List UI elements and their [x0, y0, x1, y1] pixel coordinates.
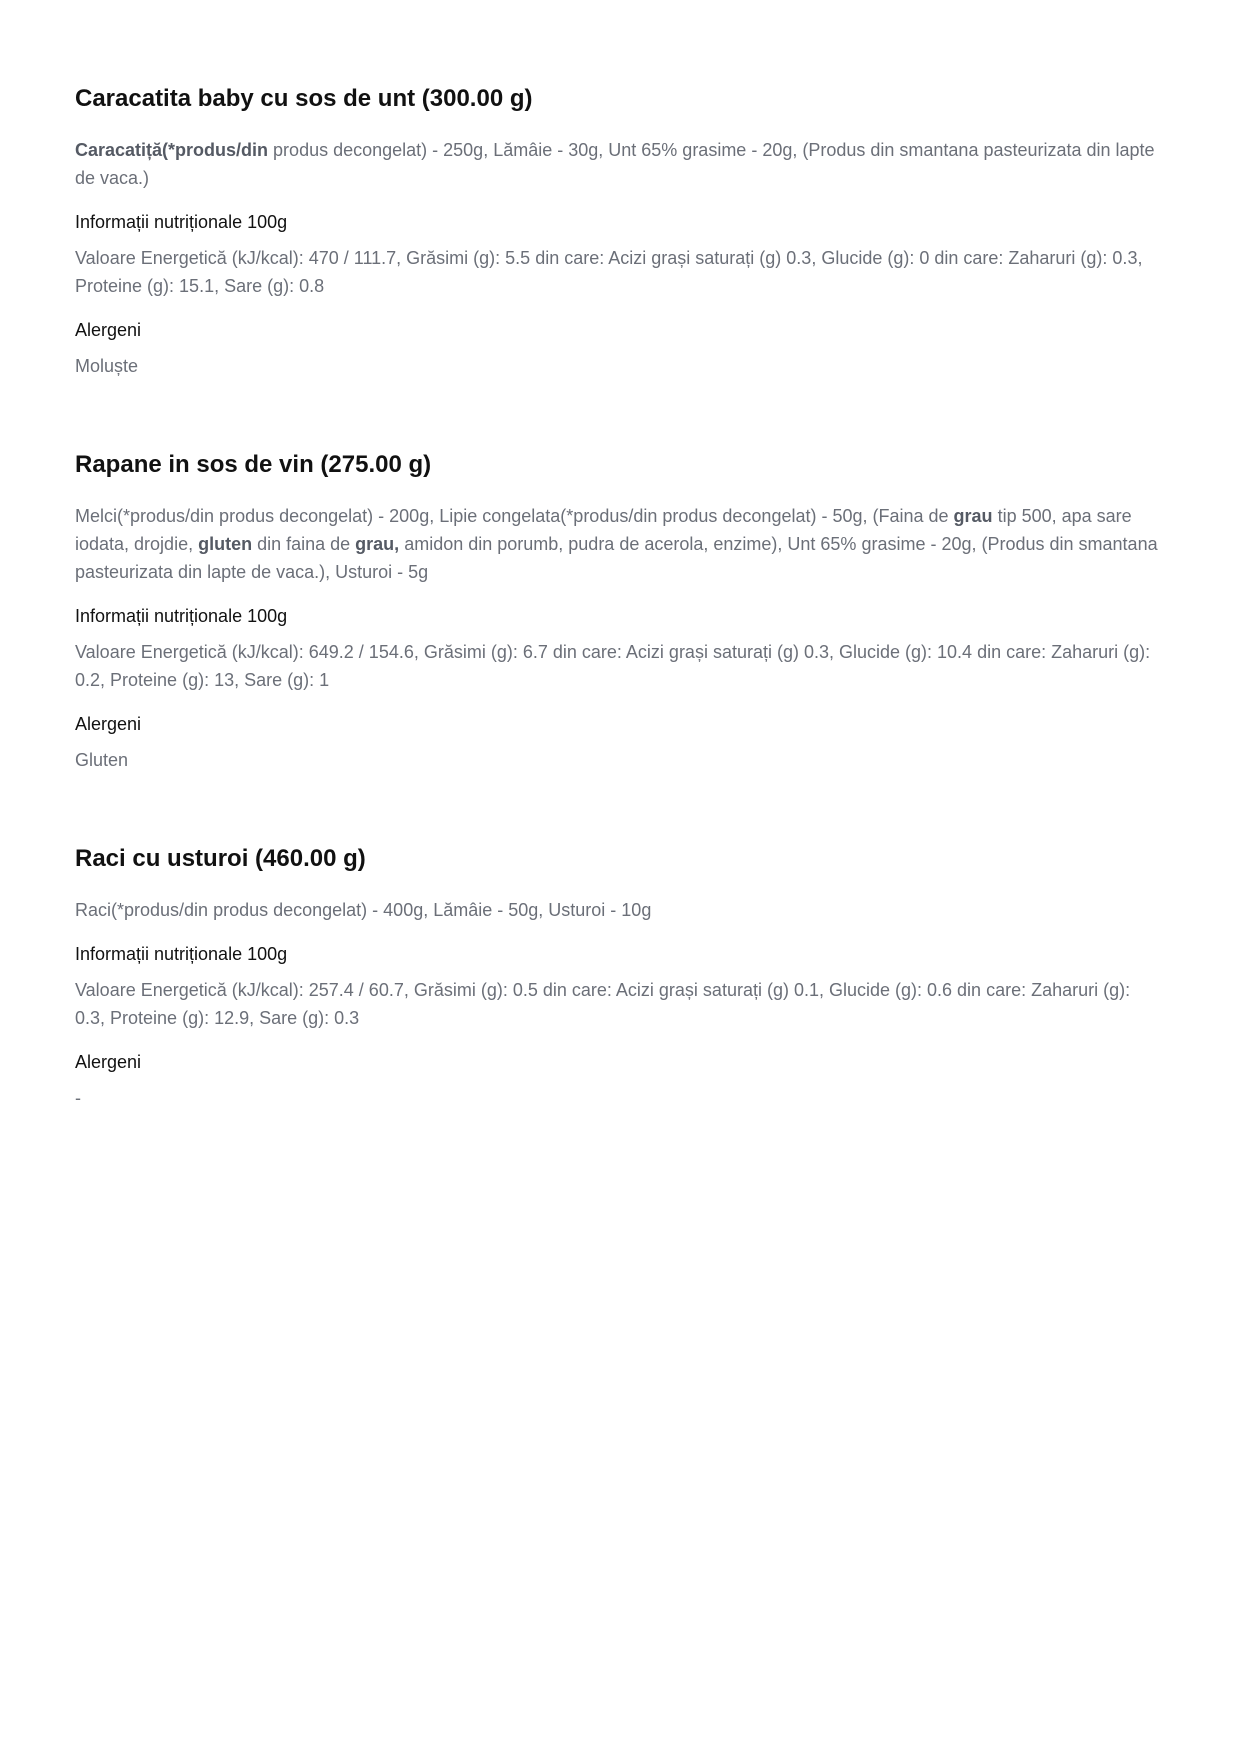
ingredient-segment: din faina de	[252, 534, 356, 554]
ingredient-bold-segment: Caracatiță(*produs/din	[75, 140, 269, 160]
allergens-label: Alergeni	[75, 714, 142, 734]
allergens-label: Alergeni	[75, 1052, 142, 1072]
ingredients-text	[75, 136, 1165, 192]
nutrition-label: Informații nutriționale 100g	[75, 944, 288, 964]
product-rapane	[75, 448, 1165, 774]
document-page	[75, 82, 1165, 1180]
allergens-text: -	[75, 1088, 81, 1108]
ingredients-text	[75, 502, 1165, 586]
ingredient-segment: Melci(*produs/din produs decongelat) - 200g, Lipie congelata(*produs/din produs decongelat) - 50g, (Faina de	[75, 506, 954, 526]
product-title: Rapane in sos de vin (275.00 g)	[75, 451, 432, 478]
ingredient-bold-segment: grau	[953, 506, 993, 526]
allergens-label: Alergeni	[75, 320, 142, 340]
nutrition-text: Valoare Energetică (kJ/kcal): 649.2 / 154.6, Grăsimi (g): 6.7 din care: Acizi grași saturați (g) 0.3, Glucide (g): 10.4 din care: Zaharuri (g): 0.2, Proteine (g): 13, Sare (g): 1	[75, 642, 1151, 690]
nutrition-label: Informații nutriționale 100g	[75, 606, 288, 626]
nutrition-label: Informații nutriționale 100g	[75, 212, 288, 232]
ingredient-segment: amidon din porumb, pudra de acerola, enzime), Unt 65% grasime - 20g, (Produs din smantana pasteurizata din lapte de vaca.), Usturoi - 5g	[75, 534, 1158, 582]
ingredient-segment: produs decongelat) - 250g, Lămâie - 30g, Unt 65% grasime - 20g, (Produs din smantana pasteurizata din lapte de vaca.)	[75, 140, 1155, 188]
nutrition-text: Valoare Energetică (kJ/kcal): 257.4 / 60.7, Grăsimi (g): 0.5 din care: Acizi grași saturați (g) 0.1, Glucide (g): 0.6 din care: Zaharuri (g): 0.3, Proteine (g): 12.9, Sare (g): 0.3	[75, 980, 1131, 1028]
allergens-text: Moluște	[75, 356, 139, 376]
product-title: Raci cu usturoi (460.00 g)	[75, 845, 366, 872]
product-raci	[75, 842, 1165, 1112]
product-caracatita	[75, 82, 1165, 380]
ingredient-segment: tip 500, apa sare iodata, drojdie,	[75, 506, 1132, 554]
ingredients-text	[75, 896, 1165, 924]
ingredient-segment: Raci(*produs/din produs decongelat) - 400g, Lămâie - 50g, Usturoi - 10g	[75, 900, 652, 920]
ingredient-bold-segment: gluten	[198, 534, 253, 554]
allergens-text: Gluten	[75, 750, 129, 770]
nutrition-text: Valoare Energetică (kJ/kcal): 470 / 111.7, Grăsimi (g): 5.5 din care: Acizi grași saturați (g) 0.3, Glucide (g): 0 din care: Zaharuri (g): 0.3, Proteine (g): 15.1, Sare (g): 0.8	[75, 248, 1143, 296]
ingredient-bold-segment: grau,	[355, 534, 400, 554]
product-title: Caracatita baby cu sos de unt (300.00 g)	[75, 85, 533, 112]
